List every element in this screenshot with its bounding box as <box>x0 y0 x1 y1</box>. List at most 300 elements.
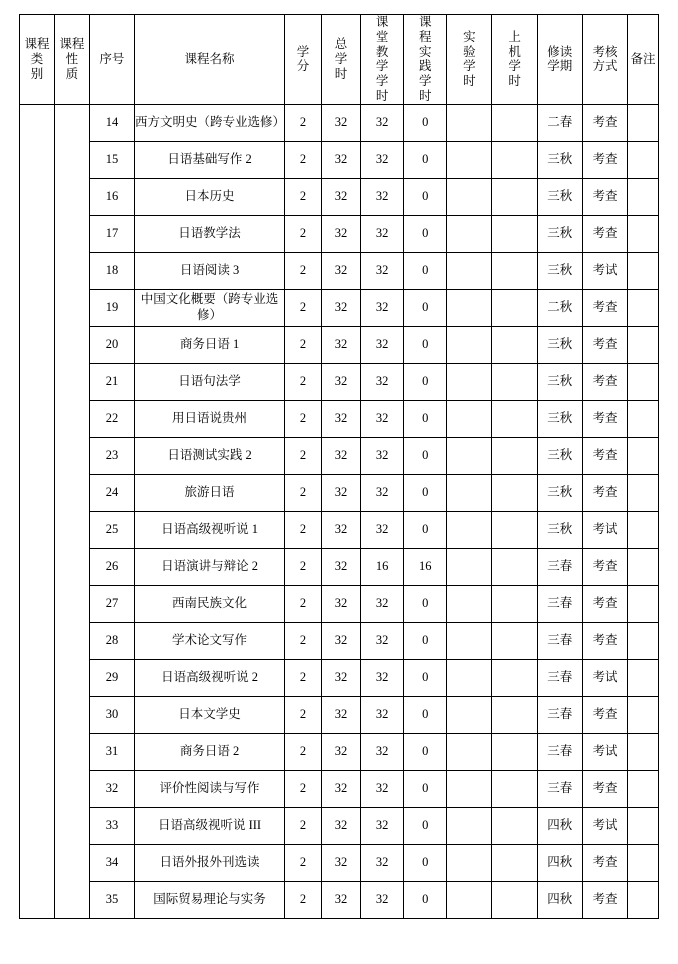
header-practice-l5: 学 <box>418 74 432 88</box>
cell-computer-hours <box>492 104 537 141</box>
cell-total-hours: 32 <box>321 437 360 474</box>
table-row <box>20 548 659 585</box>
cell-practice-hours: 0 <box>404 474 447 511</box>
cell-practice-hours: 0 <box>404 104 447 141</box>
header-course-category-l1: 课程 <box>24 37 50 52</box>
cell-classroom-hours: 32 <box>361 178 404 215</box>
table-row <box>20 844 659 881</box>
cell-classroom-hours: 32 <box>361 437 404 474</box>
cell-study-term: 三春 <box>537 548 582 585</box>
header-assessment-l1: 考核 <box>592 44 618 59</box>
cell-total-hours: 32 <box>321 511 360 548</box>
cell-course-name: 日语外报外刊选读 <box>135 844 285 881</box>
cell-assessment-method: 考查 <box>582 215 627 252</box>
cell-total-hours: 32 <box>321 696 360 733</box>
cell-sequence-number: 33 <box>89 807 134 844</box>
table-row <box>20 363 659 400</box>
cell-credits: 2 <box>285 844 322 881</box>
cell-remarks <box>628 141 659 178</box>
cell-study-term: 三春 <box>537 770 582 807</box>
header-course-category-l2: 类 <box>30 51 44 66</box>
header-credits <box>285 15 322 105</box>
cell-experiment-hours <box>447 104 492 141</box>
cell-classroom-hours: 32 <box>361 881 404 918</box>
cell-computer-hours <box>492 770 537 807</box>
cell-course-name: 日语阅读 3 <box>135 252 285 289</box>
cell-total-hours: 32 <box>321 881 360 918</box>
cell-remarks <box>628 881 659 918</box>
cell-remarks <box>628 289 659 326</box>
cell-total-hours: 32 <box>321 178 360 215</box>
table-row <box>20 585 659 622</box>
cell-remarks <box>628 252 659 289</box>
header-classroom-l4: 学 <box>375 59 389 74</box>
cell-classroom-hours: 32 <box>361 844 404 881</box>
cell-experiment-hours <box>447 326 492 363</box>
cell-sequence-number: 29 <box>89 659 134 696</box>
cell-classroom-hours: 32 <box>361 770 404 807</box>
cell-total-hours: 32 <box>321 104 360 141</box>
cell-assessment-method: 考查 <box>582 844 627 881</box>
cell-course-name: 日语句法学 <box>135 363 285 400</box>
cell-sequence-number: 19 <box>89 289 134 326</box>
cell-assessment-method: 考查 <box>582 622 627 659</box>
cell-sequence-number: 34 <box>89 844 134 881</box>
cell-practice-hours: 0 <box>404 289 447 326</box>
table-row <box>20 215 659 252</box>
header-computer-l2: 机 <box>508 44 521 59</box>
cell-credits: 2 <box>285 511 322 548</box>
cell-sequence-number: 23 <box>89 437 134 474</box>
cell-total-hours: 32 <box>321 363 360 400</box>
cell-remarks <box>628 659 659 696</box>
cell-experiment-hours <box>447 548 492 585</box>
cell-total-hours: 32 <box>321 141 360 178</box>
cell-remarks <box>628 178 659 215</box>
header-practice-l2: 程 <box>418 29 432 44</box>
cell-study-term: 三秋 <box>537 474 582 511</box>
cell-course-name: 日本文学史 <box>135 696 285 733</box>
header-classroom-l2: 堂 <box>375 29 389 44</box>
cell-assessment-method: 考试 <box>582 733 627 770</box>
table-row <box>20 141 659 178</box>
header-classroom-l6: 时 <box>375 88 389 103</box>
cell-practice-hours: 0 <box>404 807 447 844</box>
cell-credits: 2 <box>285 881 322 918</box>
cell-sequence-number: 26 <box>89 548 134 585</box>
table-row <box>20 770 659 807</box>
table-row <box>20 400 659 437</box>
cell-practice-hours: 0 <box>404 252 447 289</box>
cell-classroom-hours: 32 <box>361 807 404 844</box>
cell-credits: 2 <box>285 548 322 585</box>
table-row <box>20 733 659 770</box>
cell-experiment-hours <box>447 585 492 622</box>
cell-study-term: 三秋 <box>537 400 582 437</box>
cell-study-term: 二春 <box>537 104 582 141</box>
cell-assessment-method: 考查 <box>582 770 627 807</box>
cell-remarks <box>628 215 659 252</box>
cell-course-nature <box>54 104 89 918</box>
cell-practice-hours: 0 <box>404 622 447 659</box>
cell-experiment-hours <box>447 437 492 474</box>
cell-credits: 2 <box>285 696 322 733</box>
cell-total-hours: 32 <box>321 622 360 659</box>
cell-assessment-method: 考查 <box>582 363 627 400</box>
cell-credits: 2 <box>285 326 322 363</box>
cell-practice-hours: 0 <box>404 437 447 474</box>
cell-classroom-hours: 32 <box>361 326 404 363</box>
cell-sequence-number: 32 <box>89 770 134 807</box>
cell-experiment-hours <box>447 289 492 326</box>
table-row <box>20 807 659 844</box>
cell-sequence-number: 22 <box>89 400 134 437</box>
cell-credits: 2 <box>285 178 322 215</box>
cell-course-name: 中国文化概要（跨专业选修） <box>135 289 285 326</box>
cell-practice-hours: 0 <box>404 659 447 696</box>
table-row <box>20 659 659 696</box>
cell-study-term: 四秋 <box>537 844 582 881</box>
cell-sequence-number: 31 <box>89 733 134 770</box>
cell-total-hours: 32 <box>321 733 360 770</box>
cell-assessment-method: 考查 <box>582 881 627 918</box>
cell-classroom-hours: 32 <box>361 733 404 770</box>
header-experiment-l1: 实 <box>463 29 476 44</box>
cell-practice-hours: 0 <box>404 844 447 881</box>
cell-classroom-hours: 16 <box>361 548 404 585</box>
cell-study-term: 三秋 <box>537 178 582 215</box>
cell-study-term: 三秋 <box>537 252 582 289</box>
cell-assessment-method: 考查 <box>582 289 627 326</box>
cell-remarks <box>628 437 659 474</box>
cell-remarks <box>628 511 659 548</box>
cell-practice-hours: 0 <box>404 178 447 215</box>
cell-credits: 2 <box>285 474 322 511</box>
header-experiment-l2: 验 <box>463 44 476 59</box>
cell-course-name: 日语高级视听说 III <box>135 807 285 844</box>
cell-sequence-number: 28 <box>89 622 134 659</box>
header-classroom-l1: 课 <box>375 15 389 29</box>
cell-credits: 2 <box>285 141 322 178</box>
cell-sequence-number: 16 <box>89 178 134 215</box>
cell-course-name: 日本历史 <box>135 178 285 215</box>
cell-study-term: 二秋 <box>537 289 582 326</box>
table-row <box>20 104 659 141</box>
cell-experiment-hours <box>447 770 492 807</box>
cell-course-name: 西方文明史（跨专业选修） <box>135 104 285 141</box>
cell-sequence-number: 35 <box>89 881 134 918</box>
cell-practice-hours: 0 <box>404 215 447 252</box>
header-course-nature <box>54 15 89 105</box>
header-practice-l1: 课 <box>418 15 432 29</box>
cell-classroom-hours: 32 <box>361 622 404 659</box>
cell-assessment-method: 考查 <box>582 548 627 585</box>
header-total-hours <box>321 15 360 105</box>
cell-study-term: 三秋 <box>537 141 582 178</box>
table-row <box>20 622 659 659</box>
cell-total-hours: 32 <box>321 252 360 289</box>
cell-assessment-method: 考查 <box>582 585 627 622</box>
cell-classroom-hours: 32 <box>361 585 404 622</box>
cell-computer-hours <box>492 733 537 770</box>
cell-total-hours: 32 <box>321 548 360 585</box>
header-course-practice-hours <box>404 15 447 105</box>
header-experiment-l3: 学 <box>463 59 476 74</box>
cell-study-term: 三秋 <box>537 437 582 474</box>
cell-study-term: 三春 <box>537 733 582 770</box>
cell-remarks <box>628 326 659 363</box>
cell-practice-hours: 0 <box>404 770 447 807</box>
header-course-nature-l2: 性 <box>65 51 79 66</box>
cell-total-hours: 32 <box>321 215 360 252</box>
cell-course-name: 日语基础写作 2 <box>135 141 285 178</box>
table-body <box>20 104 659 918</box>
course-plan-table <box>19 14 659 919</box>
table-row <box>20 289 659 326</box>
cell-assessment-method: 考查 <box>582 400 627 437</box>
cell-computer-hours <box>492 844 537 881</box>
cell-assessment-method: 考查 <box>582 437 627 474</box>
cell-assessment-method: 考查 <box>582 141 627 178</box>
cell-classroom-hours: 32 <box>361 289 404 326</box>
header-computer-l1: 上 <box>508 29 521 44</box>
cell-assessment-method: 考试 <box>582 807 627 844</box>
cell-total-hours: 32 <box>321 400 360 437</box>
cell-sequence-number: 21 <box>89 363 134 400</box>
cell-credits: 2 <box>285 733 322 770</box>
cell-computer-hours <box>492 807 537 844</box>
cell-computer-hours <box>492 326 537 363</box>
cell-assessment-method: 考试 <box>582 511 627 548</box>
cell-study-term: 三春 <box>537 659 582 696</box>
table-row <box>20 437 659 474</box>
cell-total-hours: 32 <box>321 770 360 807</box>
header-remarks-label: 备注 <box>630 51 656 66</box>
cell-sequence-number: 15 <box>89 141 134 178</box>
cell-assessment-method: 考试 <box>582 252 627 289</box>
cell-credits: 2 <box>285 807 322 844</box>
cell-course-name: 日语演讲与辩论 2 <box>135 548 285 585</box>
cell-course-name: 日语测试实践 2 <box>135 437 285 474</box>
cell-computer-hours <box>492 252 537 289</box>
header-total-hours-l1: 总 <box>334 37 348 52</box>
cell-study-term: 三春 <box>537 696 582 733</box>
cell-study-term: 三春 <box>537 622 582 659</box>
header-experiment-hours <box>447 15 492 105</box>
cell-remarks <box>628 400 659 437</box>
cell-course-name: 评价性阅读与写作 <box>135 770 285 807</box>
cell-practice-hours: 0 <box>404 326 447 363</box>
cell-study-term: 三秋 <box>537 363 582 400</box>
cell-practice-hours: 0 <box>404 585 447 622</box>
cell-course-name: 用日语说贵州 <box>135 400 285 437</box>
table-row <box>20 178 659 215</box>
cell-credits: 2 <box>285 659 322 696</box>
table-row <box>20 511 659 548</box>
cell-study-term: 三秋 <box>537 511 582 548</box>
cell-study-term: 三秋 <box>537 215 582 252</box>
cell-course-name: 旅游日语 <box>135 474 285 511</box>
table-row <box>20 696 659 733</box>
cell-computer-hours <box>492 437 537 474</box>
cell-classroom-hours: 32 <box>361 215 404 252</box>
header-course-nature-l3: 质 <box>65 66 79 81</box>
cell-assessment-method: 考查 <box>582 696 627 733</box>
cell-computer-hours <box>492 141 537 178</box>
header-credits-l1: 学 <box>296 44 310 59</box>
cell-total-hours: 32 <box>321 844 360 881</box>
cell-practice-hours: 0 <box>404 400 447 437</box>
cell-sequence-number: 24 <box>89 474 134 511</box>
cell-assessment-method: 考查 <box>582 104 627 141</box>
cell-computer-hours <box>492 696 537 733</box>
cell-computer-hours <box>492 548 537 585</box>
cell-practice-hours: 0 <box>404 733 447 770</box>
cell-computer-hours <box>492 585 537 622</box>
header-practice-l3: 实 <box>418 44 432 59</box>
cell-remarks <box>628 844 659 881</box>
cell-total-hours: 32 <box>321 807 360 844</box>
cell-experiment-hours <box>447 400 492 437</box>
cell-practice-hours: 16 <box>404 548 447 585</box>
header-total-hours-l2: 学 <box>334 51 348 66</box>
header-computer-l4: 时 <box>508 74 521 88</box>
cell-sequence-number: 14 <box>89 104 134 141</box>
cell-remarks <box>628 696 659 733</box>
cell-experiment-hours <box>447 252 492 289</box>
cell-remarks <box>628 770 659 807</box>
cell-assessment-method: 考试 <box>582 659 627 696</box>
header-experiment-l4: 时 <box>463 74 476 88</box>
cell-computer-hours <box>492 881 537 918</box>
cell-course-name: 日语教学法 <box>135 215 285 252</box>
cell-course-name: 日语高级视听说 2 <box>135 659 285 696</box>
header-classroom-l3: 教 <box>375 44 389 59</box>
table-row <box>20 881 659 918</box>
cell-credits: 2 <box>285 400 322 437</box>
cell-credits: 2 <box>285 585 322 622</box>
cell-experiment-hours <box>447 696 492 733</box>
cell-credits: 2 <box>285 252 322 289</box>
cell-experiment-hours <box>447 844 492 881</box>
header-classroom-teaching-hours <box>361 15 404 105</box>
table-header-row <box>20 15 659 105</box>
cell-credits: 2 <box>285 770 322 807</box>
cell-remarks <box>628 474 659 511</box>
cell-sequence-number: 20 <box>89 326 134 363</box>
cell-computer-hours <box>492 178 537 215</box>
cell-assessment-method: 考查 <box>582 326 627 363</box>
cell-experiment-hours <box>447 178 492 215</box>
cell-sequence-number: 18 <box>89 252 134 289</box>
cell-classroom-hours: 32 <box>361 104 404 141</box>
cell-experiment-hours <box>447 659 492 696</box>
table-header <box>20 15 659 105</box>
cell-classroom-hours: 32 <box>361 141 404 178</box>
cell-course-name: 西南民族文化 <box>135 585 285 622</box>
table-row <box>20 252 659 289</box>
header-sequence-number <box>89 15 134 105</box>
header-course-category <box>20 15 55 105</box>
cell-experiment-hours <box>447 622 492 659</box>
cell-total-hours: 32 <box>321 326 360 363</box>
header-course-category-l3: 别 <box>30 66 44 81</box>
cell-course-name: 国际贸易理论与实务 <box>135 881 285 918</box>
header-course-name-label: 课程名称 <box>184 51 235 66</box>
cell-study-term: 三秋 <box>537 326 582 363</box>
header-total-hours-l3: 时 <box>334 66 348 81</box>
cell-remarks <box>628 363 659 400</box>
cell-course-name: 商务日语 2 <box>135 733 285 770</box>
cell-remarks <box>628 548 659 585</box>
cell-classroom-hours: 32 <box>361 474 404 511</box>
header-remarks <box>628 15 659 105</box>
cell-computer-hours <box>492 400 537 437</box>
cell-credits: 2 <box>285 104 322 141</box>
cell-sequence-number: 25 <box>89 511 134 548</box>
header-sequence-number-label: 序号 <box>99 51 125 66</box>
header-practice-l6: 时 <box>418 88 432 103</box>
cell-remarks <box>628 807 659 844</box>
cell-classroom-hours: 32 <box>361 400 404 437</box>
table-row <box>20 474 659 511</box>
header-assessment-method <box>582 15 627 105</box>
cell-course-name: 学术论文写作 <box>135 622 285 659</box>
header-course-nature-l1: 课程 <box>59 37 85 52</box>
cell-total-hours: 32 <box>321 585 360 622</box>
cell-experiment-hours <box>447 511 492 548</box>
cell-remarks <box>628 622 659 659</box>
cell-assessment-method: 考查 <box>582 474 627 511</box>
cell-credits: 2 <box>285 363 322 400</box>
cell-classroom-hours: 32 <box>361 659 404 696</box>
cell-computer-hours <box>492 622 537 659</box>
cell-study-term: 三春 <box>537 585 582 622</box>
header-classroom-l5: 学 <box>375 74 389 88</box>
cell-total-hours: 32 <box>321 289 360 326</box>
cell-practice-hours: 0 <box>404 881 447 918</box>
cell-computer-hours <box>492 289 537 326</box>
cell-credits: 2 <box>285 437 322 474</box>
cell-credits: 2 <box>285 289 322 326</box>
cell-classroom-hours: 32 <box>361 696 404 733</box>
header-practice-l4: 践 <box>418 59 432 74</box>
cell-computer-hours <box>492 215 537 252</box>
cell-practice-hours: 0 <box>404 141 447 178</box>
header-study-term <box>537 15 582 105</box>
cell-experiment-hours <box>447 807 492 844</box>
cell-study-term: 四秋 <box>537 807 582 844</box>
cell-experiment-hours <box>447 141 492 178</box>
cell-study-term: 四秋 <box>537 881 582 918</box>
cell-experiment-hours <box>447 363 492 400</box>
header-study-term-l1: 修读 <box>547 44 573 59</box>
header-credits-l2: 分 <box>296 59 310 74</box>
cell-total-hours: 32 <box>321 474 360 511</box>
cell-classroom-hours: 32 <box>361 511 404 548</box>
cell-experiment-hours <box>447 215 492 252</box>
cell-sequence-number: 27 <box>89 585 134 622</box>
cell-remarks <box>628 733 659 770</box>
cell-experiment-hours <box>447 733 492 770</box>
table-row <box>20 326 659 363</box>
cell-computer-hours <box>492 659 537 696</box>
header-course-name <box>135 15 285 105</box>
cell-course-name: 日语高级视听说 1 <box>135 511 285 548</box>
header-assessment-l2: 方式 <box>592 59 618 74</box>
cell-computer-hours <box>492 511 537 548</box>
cell-course-category <box>20 104 55 918</box>
